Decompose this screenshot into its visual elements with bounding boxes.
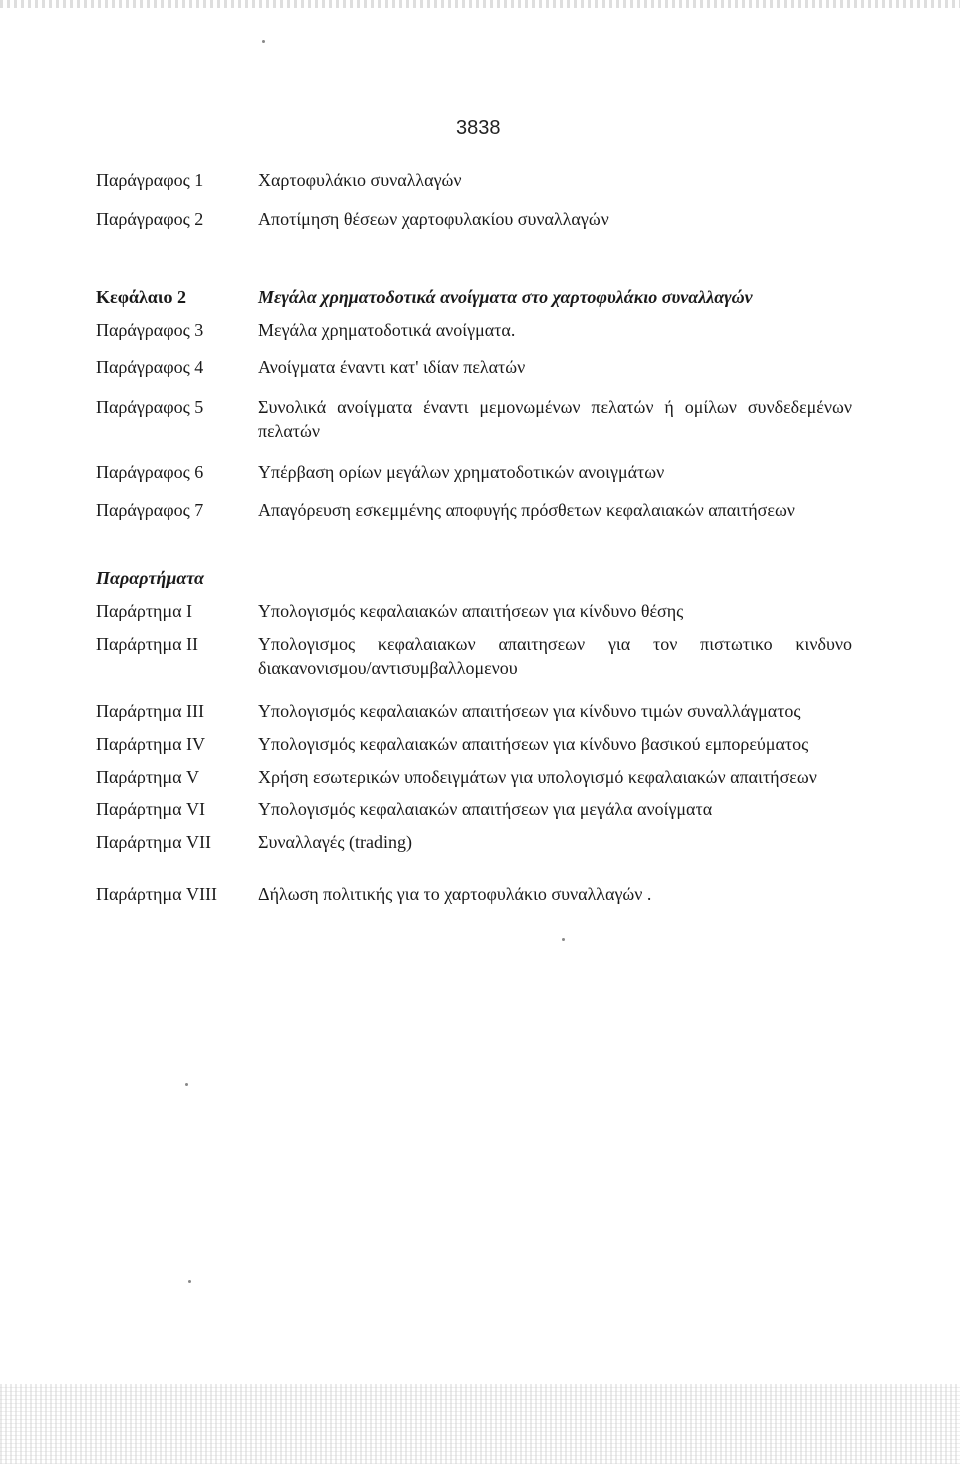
scan-speck — [262, 40, 265, 43]
entry-title: Μεγάλα χρηματοδοτικά ανοίγματα. — [258, 320, 516, 340]
chapter-title: Μεγάλα χρηματοδοτικά ανοίγματα στο χαρτοφυλάκιο συναλλαγών — [258, 287, 753, 307]
annex-label: Παράρτημα VII — [96, 832, 212, 852]
annex-title: Συναλλαγές (trading) — [258, 832, 412, 852]
scan-edge — [0, 0, 960, 8]
entry-label: Παράγραφος 4 — [96, 357, 204, 377]
annex-title: Υπολογισμός κεφαλαιακών απαιτήσεων για μεγάλα ανοίγματα — [258, 799, 713, 819]
annex-label: Παράρτημα IV — [96, 734, 206, 754]
entry-title: Χαρτοφυλάκιο συναλλαγών — [258, 170, 462, 190]
annex-label: Παράρτημα I — [96, 601, 193, 621]
annex-title: Υπολογισμός κεφαλαιακών απαιτήσεων για κίνδυνο τιμών συναλλάγματος — [258, 701, 801, 721]
annex-title: Χρήση εσωτερικών υποδειγμάτων για υπολογισμό κεφαλαιακών απαιτήσεων — [258, 767, 817, 787]
entry-title: Συνολικά ανοίγματα έναντι μεμονωμένων πελατών ή ομίλων συνδεδεμένων πελατών — [258, 397, 852, 441]
scan-noise — [0, 1384, 960, 1464]
entry-label: Παράγραφος 2 — [96, 209, 204, 229]
entry-title: Απαγόρευση εσκεμμένης αποφυγής πρόσθετων κεφαλαιακών απαιτήσεων — [258, 500, 795, 520]
annex-title: Υπολογισμός κεφαλαιακών απαιτήσεων για κίνδυνο θέσης — [258, 601, 684, 621]
entry-label: Παράγραφος 1 — [96, 170, 204, 190]
entry-label: Παράγραφος 3 — [96, 320, 204, 340]
chapter-label: Κεφάλαιο 2 — [96, 287, 186, 307]
entry-label: Παράγραφος 6 — [96, 462, 204, 482]
entry-label: Παράγραφος 7 — [96, 500, 204, 520]
annex-label: Παράρτημα VI — [96, 799, 206, 819]
annex-label: Παράρτημα II — [96, 634, 199, 654]
scan-speck — [188, 1280, 191, 1283]
entry-title: Αποτίμηση θέσεων χαρτοφυλακίου συναλλαγών — [258, 209, 609, 229]
entry-title: Ανοίγματα έναντι κατ' ιδίαν πελατών — [258, 357, 526, 377]
annex-label: Παράρτημα V — [96, 767, 200, 787]
annex-title: Υπολογισμος κεφαλαιακων απαιτησεων για τον πιστωτικο κινδυνο διακανονισμου/αντισυμβαλλομενου — [258, 634, 852, 678]
annex-title: Υπολογισμός κεφαλαιακών απαιτήσεων για κίνδυνο βασικού εμπορεύματος — [258, 734, 809, 754]
annexes-heading: Παραρτήματα — [96, 568, 204, 588]
scan-speck — [185, 1083, 188, 1086]
annex-label: Παράρτημα III — [96, 701, 205, 721]
scan-speck — [562, 938, 565, 941]
entry-label: Παράγραφος 5 — [96, 397, 204, 417]
page-number: 3838 — [456, 117, 501, 139]
entry-title: Υπέρβαση ορίων μεγάλων χρηματοδοτικών ανοιγμάτων — [258, 462, 665, 482]
annex-title: Δήλωση πολιτικής για το χαρτοφυλάκιο συναλλαγών . — [258, 884, 652, 904]
annex-label: Παράρτημα VIII — [96, 884, 218, 904]
